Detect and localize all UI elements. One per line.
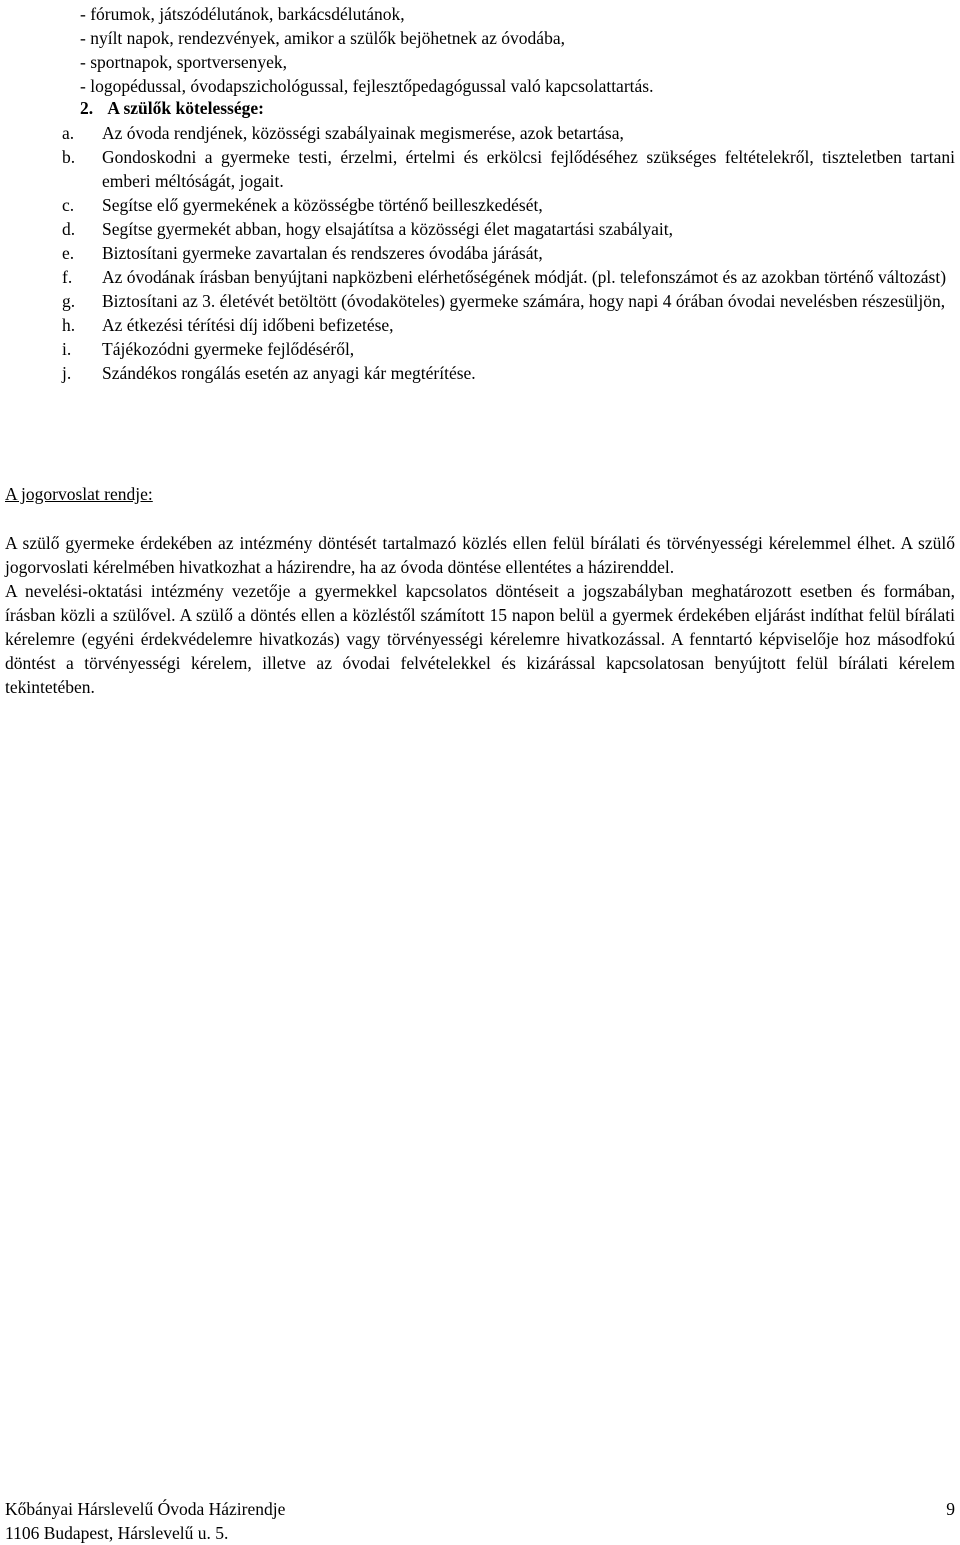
paragraph: A szülő gyermeke érdekében az intézmény döntését tartalmazó közlés ellen felül bírálati és törvényességi kérelemmel élhet. A szülő jogorvoslati kérelmében hivatkozhat a házirendre, ha az óvoda döntése ellentétes a házirenddel. <box>5 533 955 577</box>
section-heading-parent-duties <box>80 96 264 120</box>
list-marker: b. <box>62 147 76 167</box>
legal-remedy-heading: A jogorvoslat rendje: <box>5 484 153 504</box>
list-item <box>62 145 955 193</box>
list-item <box>62 193 955 217</box>
list-item: - logopédussal, óvodapszichológussal, fejlesztőpedagógussal való kapcsolattartás. <box>80 76 654 96</box>
paragraph: A nevelési-oktatási intézmény vezetője a gyermekkel kapcsolatos döntéseit a jogszabályban meghatározott esetben és formában, írásban közli a szülővel. A szülő a döntés ellen a közléstől számított 15 napon belül a gyermek érdekében eljárást indíthat felül bírálati kérelemre (egyéni érdekvédelemre hivatkozás) vagy törvényességi kérelemre hivatkozással. A fenntartó képviselője hoz másodfokú döntést a törvényességi kérelem, illetve az óvodai felvételekkel és kizárással kapcsolatosan benyújtott felül bírálati kérelem tekintetében. <box>5 581 955 697</box>
footer-address: 1106 Budapest, Hárslevelű u. 5. <box>5 1523 229 1543</box>
list-item-text: Biztosítani gyermeke zavartalan és rendszeres óvodába járását, <box>102 243 543 263</box>
list-marker: d. <box>62 219 76 239</box>
list-item <box>62 337 955 361</box>
list-item-text: Gondoskodni a gyermeke testi, érzelmi, értelmi és erkölcsi fejlődéséhez szükséges feltételekről, tiszteletben tartani emberi méltóságát, jogait. <box>102 147 955 191</box>
list-marker: c. <box>62 195 75 215</box>
list-item <box>62 265 955 289</box>
list-item-text: Segítse elő gyermekének a közösségbe történő beilleszkedését, <box>102 195 543 215</box>
section-title: A szülők kötelessége: <box>107 98 264 118</box>
list-marker: f. <box>62 267 73 287</box>
footer-title: Kőbányai Hárslevelű Óvoda Házirendje <box>5 1499 286 1519</box>
parent-duties-list <box>62 121 955 385</box>
list-marker: e. <box>62 243 75 263</box>
list-item <box>62 121 955 145</box>
list-item-text: Az óvoda rendjének, közösségi szabályainak megismerése, azok betartása, <box>102 123 624 143</box>
list-item-text: Az étkezési térítési díj időbeni befizetése, <box>102 315 394 335</box>
list-item-text: Segítse gyermekét abban, hogy elsajátítsa a közösségi élet magatartási szabályait, <box>102 219 673 239</box>
list-item: - nyílt napok, rendezvények, amikor a szülők bejöhetnek az óvodába, <box>80 28 565 48</box>
list-marker: a. <box>62 123 75 143</box>
list-item <box>62 241 955 265</box>
page-number: 9 <box>946 1499 955 1519</box>
list-item <box>62 217 955 241</box>
list-marker: h. <box>62 315 76 335</box>
list-item: - fórumok, játszódélutánok, barkácsdélutánok, <box>80 4 405 24</box>
section-number: 2. <box>80 98 94 118</box>
list-item: - sportnapok, sportversenyek, <box>80 52 288 72</box>
list-item <box>62 289 955 313</box>
page-footer <box>5 1497 955 1545</box>
list-marker: j. <box>62 363 72 383</box>
list-item-text: Szándékos rongálás esetén az anyagi kár megtérítése. <box>102 363 476 383</box>
list-item-text: Tájékozódni gyermeke fejlődéséről, <box>102 339 355 359</box>
legal-remedy-body <box>5 531 955 699</box>
contact-forms-list <box>80 2 940 98</box>
list-marker: i. <box>62 339 72 359</box>
list-item <box>62 313 955 337</box>
list-item <box>62 361 955 385</box>
list-item-text: Az óvodának írásban benyújtani napközbeni elérhetőségének módját. (pl. telefonszámot és az azokban történő változást) <box>102 267 947 287</box>
list-marker: g. <box>62 291 76 311</box>
list-item-text: Biztosítani az 3. életévét betöltött (óvodaköteles) gyermeke számára, hogy napi 4 órában óvodai nevelésben részesüljön, <box>102 291 946 311</box>
